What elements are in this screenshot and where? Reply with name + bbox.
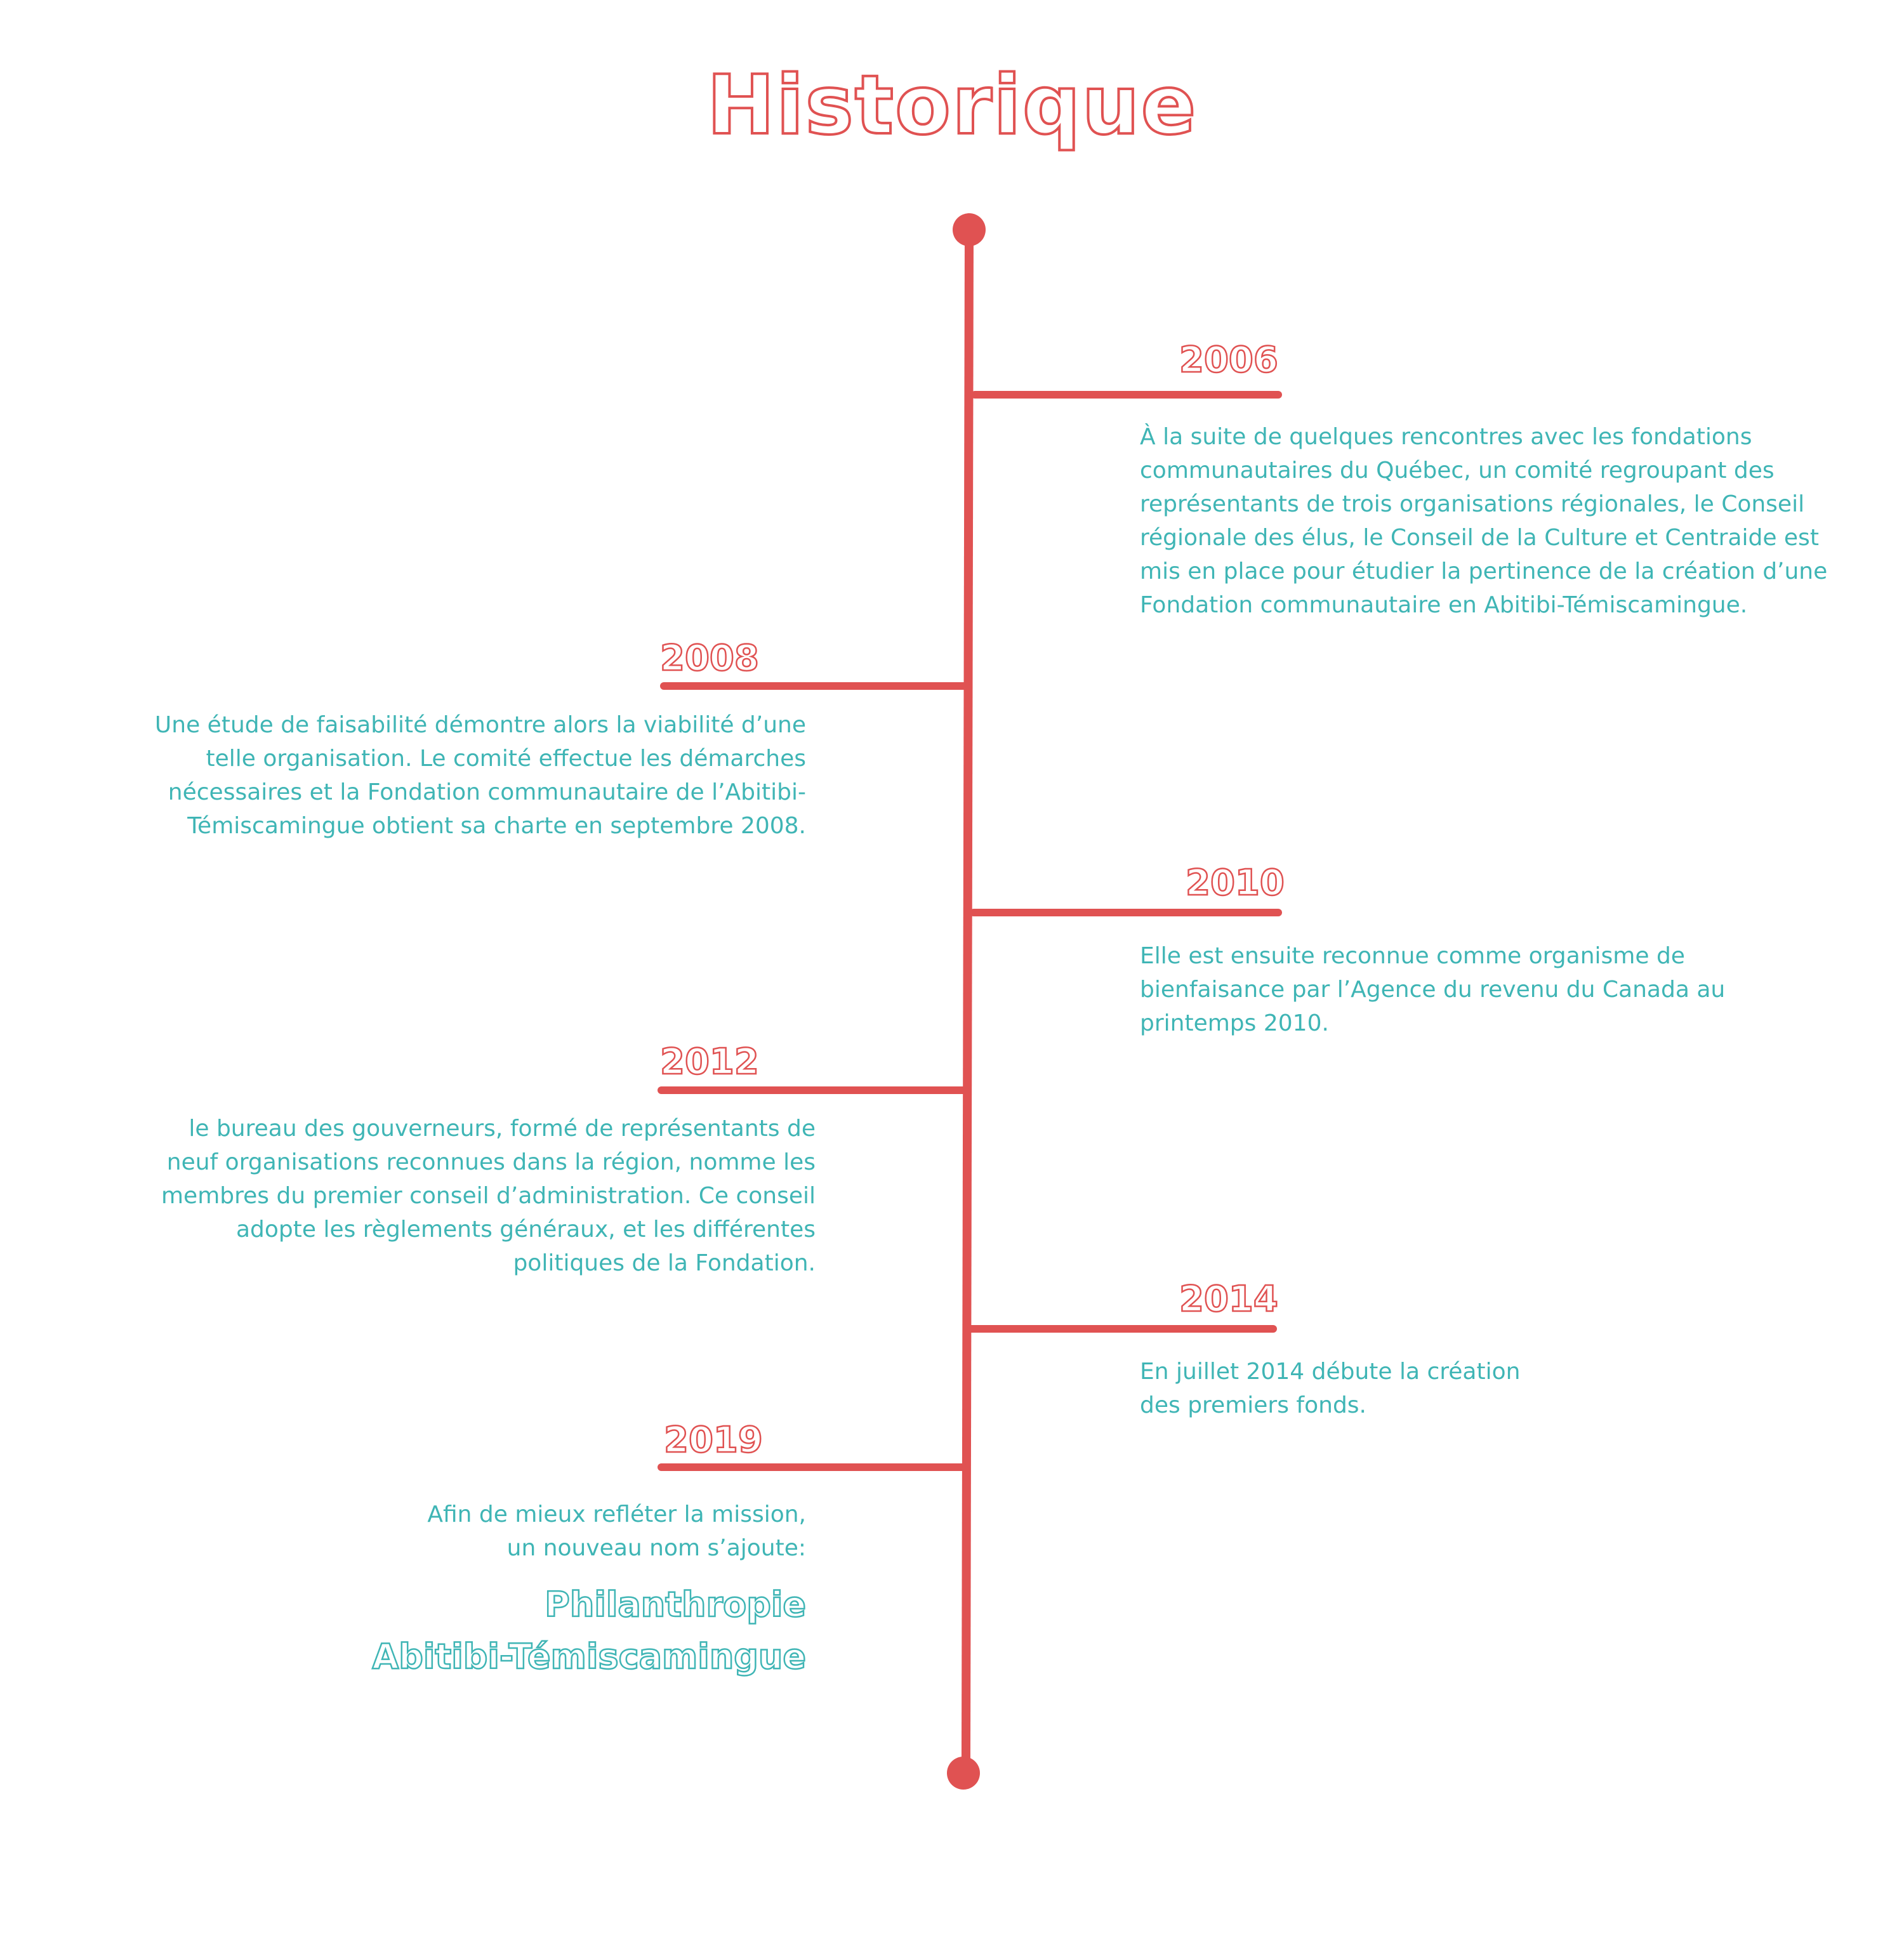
description-2006: À la suite de quelques rencontres avec les fondations communautaires du Québec, un comité regroupant des représentants de trois organisations régionales, le Conseil régionale des élus, le Conseil de la Culture et Centraide est mis en place pour étudier la pertinence de la création d’une Fondation communautaire en Abitibi-Témiscamingue.	[1140, 424, 1828, 618]
timeline-end-dot	[947, 1757, 980, 1790]
new-name: Philanthropie Abitibi-Témiscamingue	[372, 1585, 806, 1677]
description-2010: Elle est ensuite reconnue comme organisme de bienfaisance par l’Agence du revenu du Canada au printemps 2010.	[1140, 943, 1726, 1036]
description-2008: Une étude de faisabilité démontre alors la viabilité d’une telle organisation. Le comité effectue les démarches nécessaires et la Fondation communautaire de l’Abitibi- Témiscamingue obtient sa charte en septembre 2008.	[154, 712, 806, 839]
year-2010: 2010	[1186, 862, 1285, 904]
year-2019: 2019	[664, 1420, 763, 1461]
year-2014: 2014	[1179, 1279, 1278, 1320]
branch-2014	[967, 1325, 1277, 1333]
page-title: Historique	[706, 58, 1198, 153]
description-2019: Afin de mieux refléter la mission, un nouveau nom s’ajoute:	[427, 1501, 806, 1561]
description-2014: En juillet 2014 débute la création des premiers fonds.	[1140, 1359, 1521, 1418]
branch-2006	[971, 391, 1282, 399]
description-2012: le bureau des gouverneurs, formé de représentants de neuf organisations reconnues dans la région, nomme les membres du premier conseil d’administration. Ce conseil adopte les règlements généraux, et les différentes politiques de la Fondation.	[161, 1116, 816, 1276]
branch-2008	[660, 682, 970, 690]
branch-2019	[658, 1463, 967, 1471]
timeline-spine	[962, 231, 974, 1769]
year-2006: 2006	[1179, 340, 1278, 381]
branch-2012	[658, 1086, 969, 1094]
branch-2010	[970, 909, 1282, 916]
year-2012: 2012	[660, 1041, 759, 1083]
timeline-start-dot	[953, 213, 986, 246]
year-2008: 2008	[660, 638, 759, 679]
